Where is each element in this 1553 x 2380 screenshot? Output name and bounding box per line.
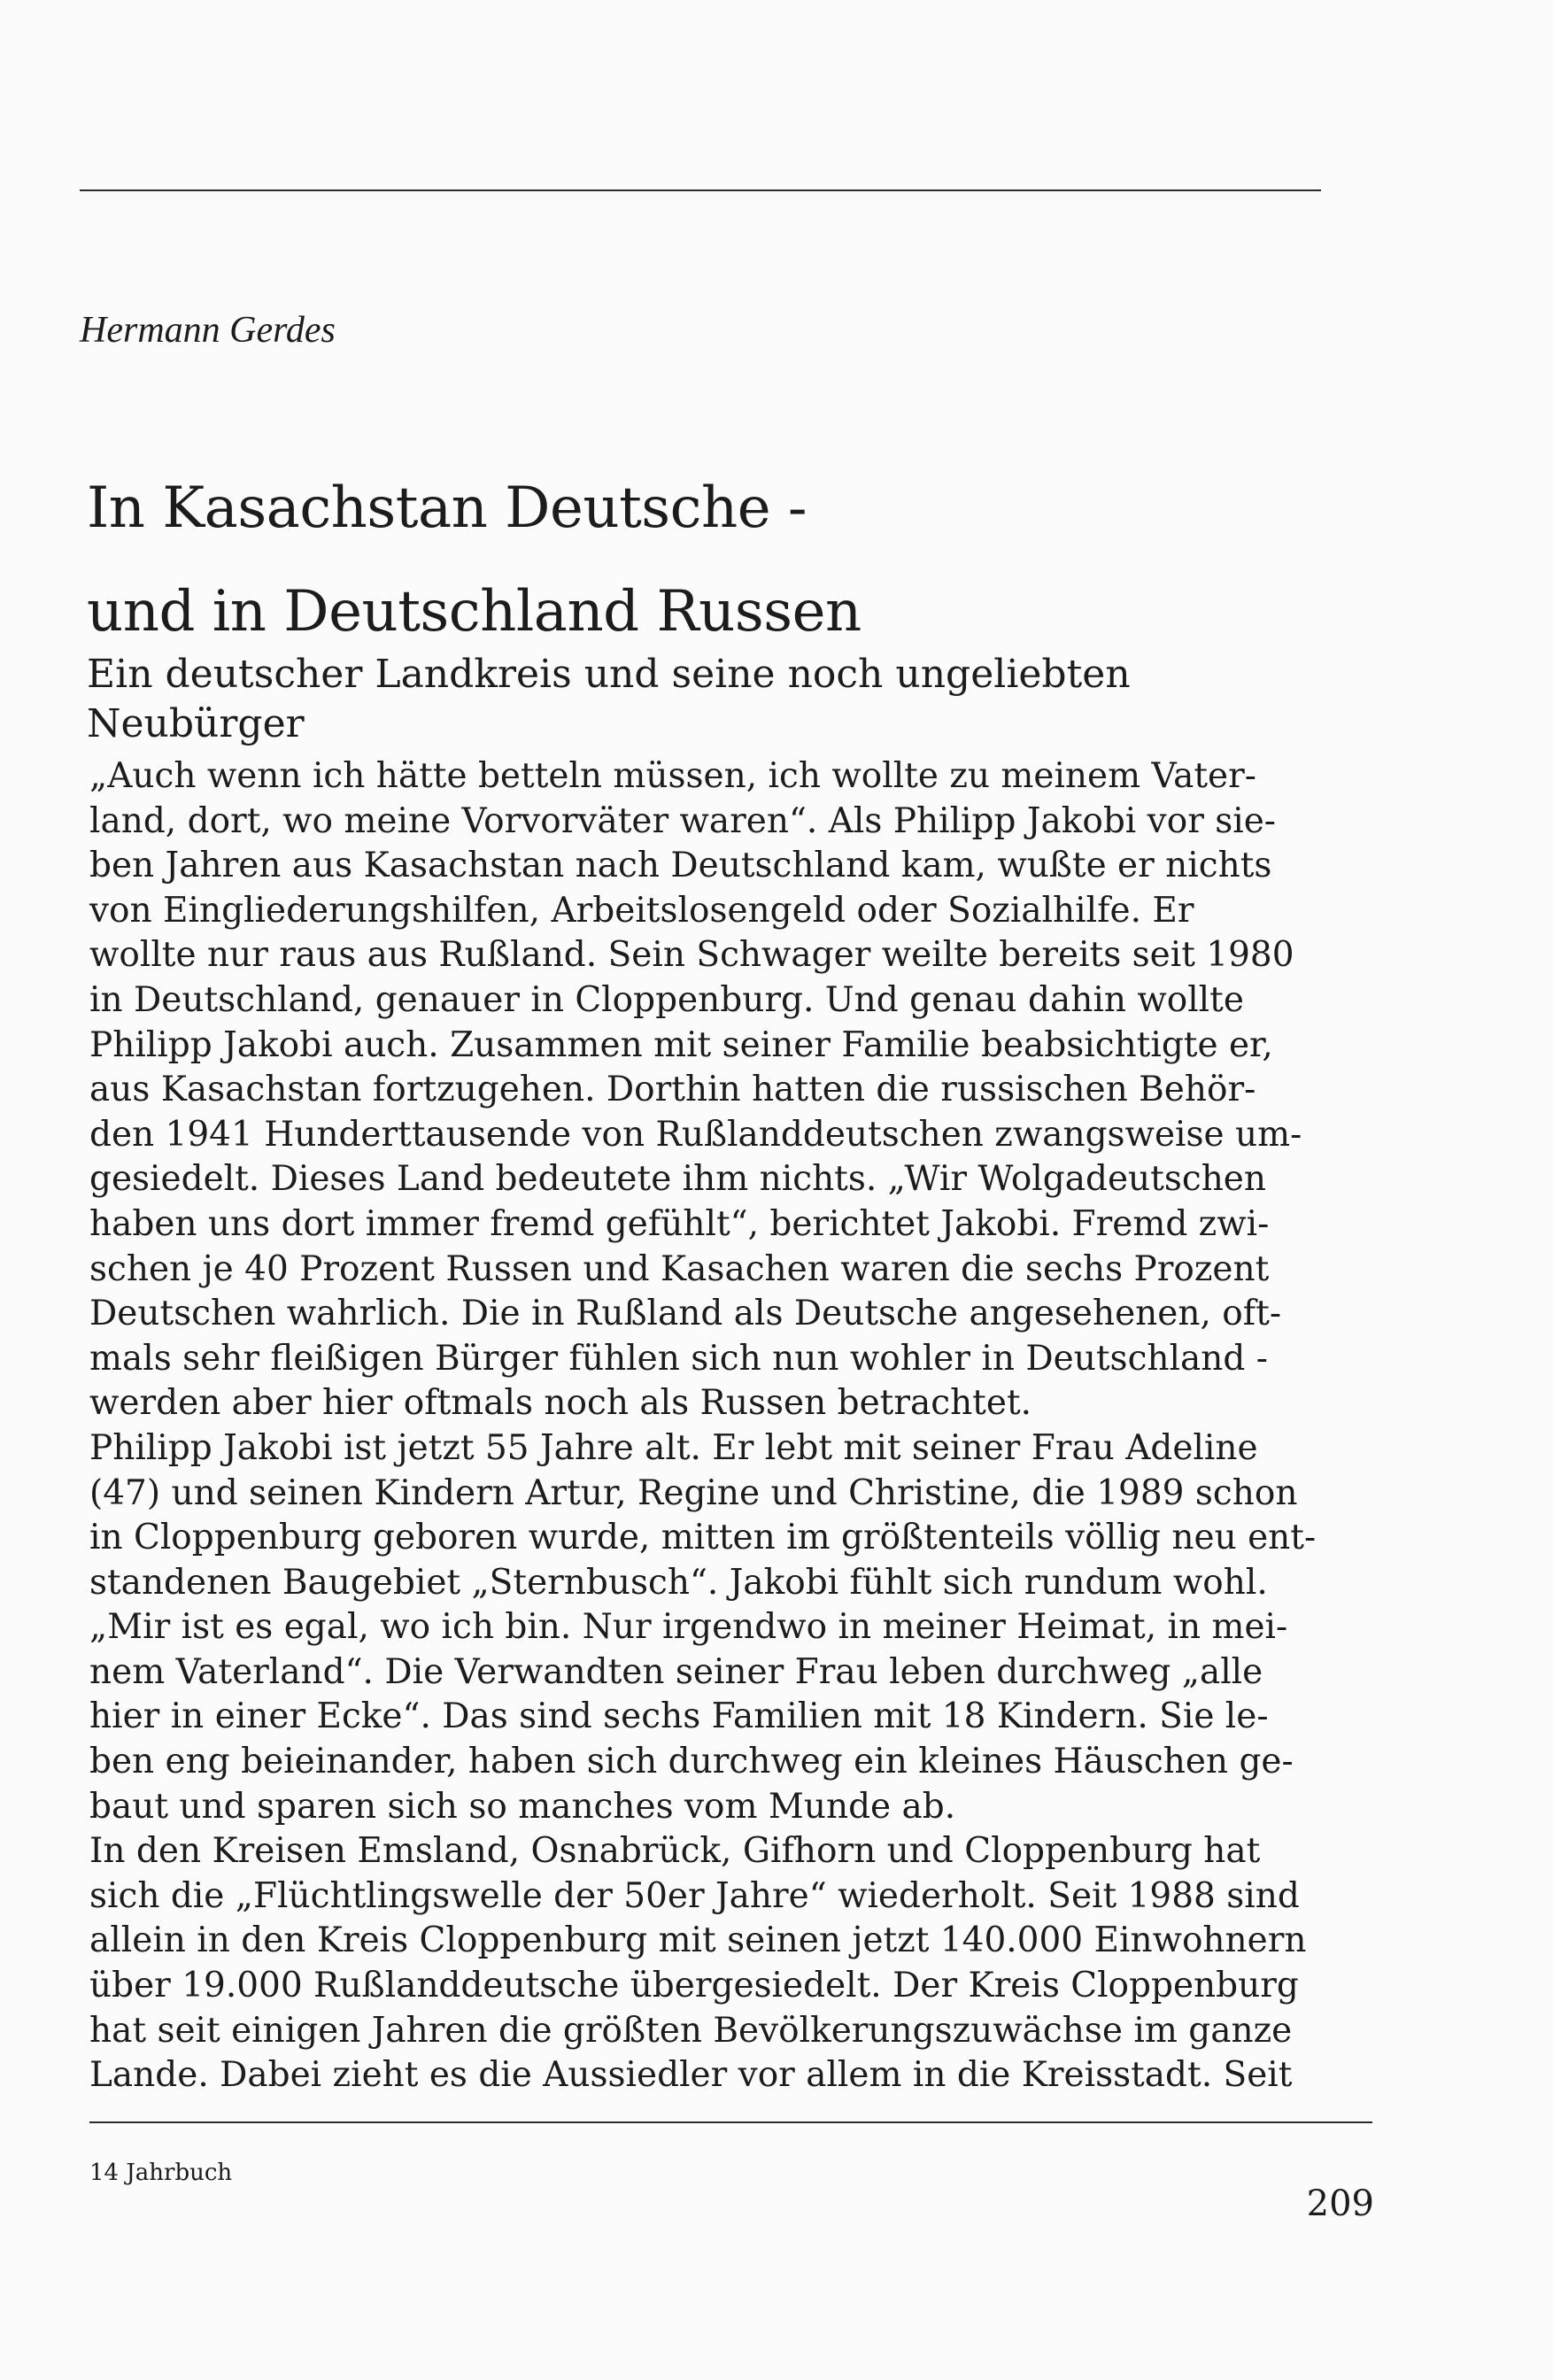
- body-line: wollte nur raus aus Rußland. Sein Schwager weilte bereits seit 1980: [89, 935, 1294, 976]
- title-line: und in Deutschland Russen: [87, 579, 861, 645]
- subtitle-line: Neubürger: [87, 701, 305, 746]
- body-line: Philipp Jakobi auch. Zusammen mit seiner Familie beabsichtigte er,: [89, 1024, 1273, 1065]
- body-line: (47) und seinen Kindern Artur, Regine und Christine, die 1989 schon: [89, 1472, 1298, 1513]
- title-line: In Kasachstan Deutsche -: [87, 475, 807, 541]
- body-line: ben Jahren aus Kasachstan nach Deutschland kam, wußte er nichts: [89, 846, 1272, 886]
- subtitle-line: Ein deutscher Landkreis und seine noch ungeliebten: [87, 652, 1131, 697]
- body-line: hat seit einigen Jahren die größten Bevölkerungszuwächse im ganze: [89, 2010, 1293, 2051]
- body-line: In den Kreisen Emsland, Osnabrück, Gifhorn und Cloppenburg hat: [89, 1831, 1261, 1872]
- body-line: Lande. Dabei zieht es die Aussiedler vor allem in die Kreisstadt. Seit: [89, 2055, 1293, 2096]
- body-line: „Auch wenn ich hätte betteln müssen, ich wollte zu meinem Vater-: [89, 756, 1256, 796]
- body-line: haben uns dort immer fremd gefühlt“, berichtet Jakobi. Fremd zwi-: [89, 1203, 1270, 1244]
- body-line: über 19.000 Rußlanddeutsche übergesiedelt. Der Kreis Cloppenburg: [89, 1966, 1299, 2006]
- body-line: „Mir ist es egal, wo ich bin. Nur irgendwo in meiner Heimat, in mei-: [89, 1607, 1288, 1648]
- body-line: Deutschen wahrlich. Die in Rußland als Deutsche angesehenen, oft-: [89, 1294, 1282, 1334]
- body-line: werden aber hier oftmals noch als Russen betrachtet.: [89, 1383, 1032, 1424]
- body-line: von Eingliederungshilfen, Arbeitslosengeld oder Sozialhilfe. Er: [89, 890, 1194, 931]
- body-line: land, dort, wo meine Vorvorväter waren“. Als Philipp Jakobi vor sie-: [89, 800, 1276, 841]
- body-line: allein in den Kreis Cloppenburg mit seinen jetzt 140.000 Einwohnern: [89, 1920, 1307, 1961]
- footer-signature-note: 14 Jahrbuch: [89, 2160, 233, 2186]
- body-line: baut und sparen sich so manches vom Munde ab.: [89, 1786, 956, 1827]
- body-line: gesiedelt. Dieses Land bedeutete ihm nichts. „Wir Wolgadeutschen: [89, 1159, 1267, 1200]
- article-subtitle: [87, 650, 1397, 749]
- body-line: mals sehr fleißigen Bürger fühlen sich nun wohler in Deutschland -: [89, 1338, 1268, 1379]
- article-title: [87, 457, 1397, 664]
- body-line: ben eng beieinander, haben sich durchweg ein kleines Häuschen ge-: [89, 1742, 1294, 1782]
- body-line: sich die „Flüchtlingswelle der 50er Jahre“ wiederholt. Seit 1988 sind: [89, 1875, 1300, 1916]
- body-line: den 1941 Hunderttausende von Rußlanddeutschen zwangsweise um-: [89, 1114, 1302, 1155]
- author-name: Hermann Gerdes: [80, 310, 336, 351]
- top-rule: [80, 189, 1321, 191]
- body-line: aus Kasachstan fortzugehen. Dorthin hatten die russischen Behör-: [89, 1070, 1256, 1110]
- page-number: 209: [1306, 2183, 1374, 2224]
- body-line: in Cloppenburg geboren wurde, mitten im größtenteils völlig neu ent-: [89, 1518, 1317, 1558]
- body-line: Philipp Jakobi ist jetzt 55 Jahre alt. Er lebt mit seiner Frau Adeline: [89, 1427, 1258, 1468]
- article-body: [89, 754, 1373, 2098]
- body-line: schen je 40 Prozent Russen und Kasachen waren die sechs Prozent: [89, 1248, 1270, 1289]
- body-line: standenen Baugebiet „Sternbusch“. Jakobi fühlt sich rundum wohl.: [89, 1562, 1268, 1603]
- body-line: in Deutschland, genauer in Cloppenburg. Und genau dahin wollte: [89, 979, 1244, 1020]
- footer-rule: [89, 2121, 1372, 2123]
- body-line: nem Vaterland“. Die Verwandten seiner Frau leben durchweg „alle: [89, 1651, 1263, 1692]
- body-line: hier in einer Ecke“. Das sind sechs Familien mit 18 Kindern. Sie le-: [89, 1696, 1269, 1737]
